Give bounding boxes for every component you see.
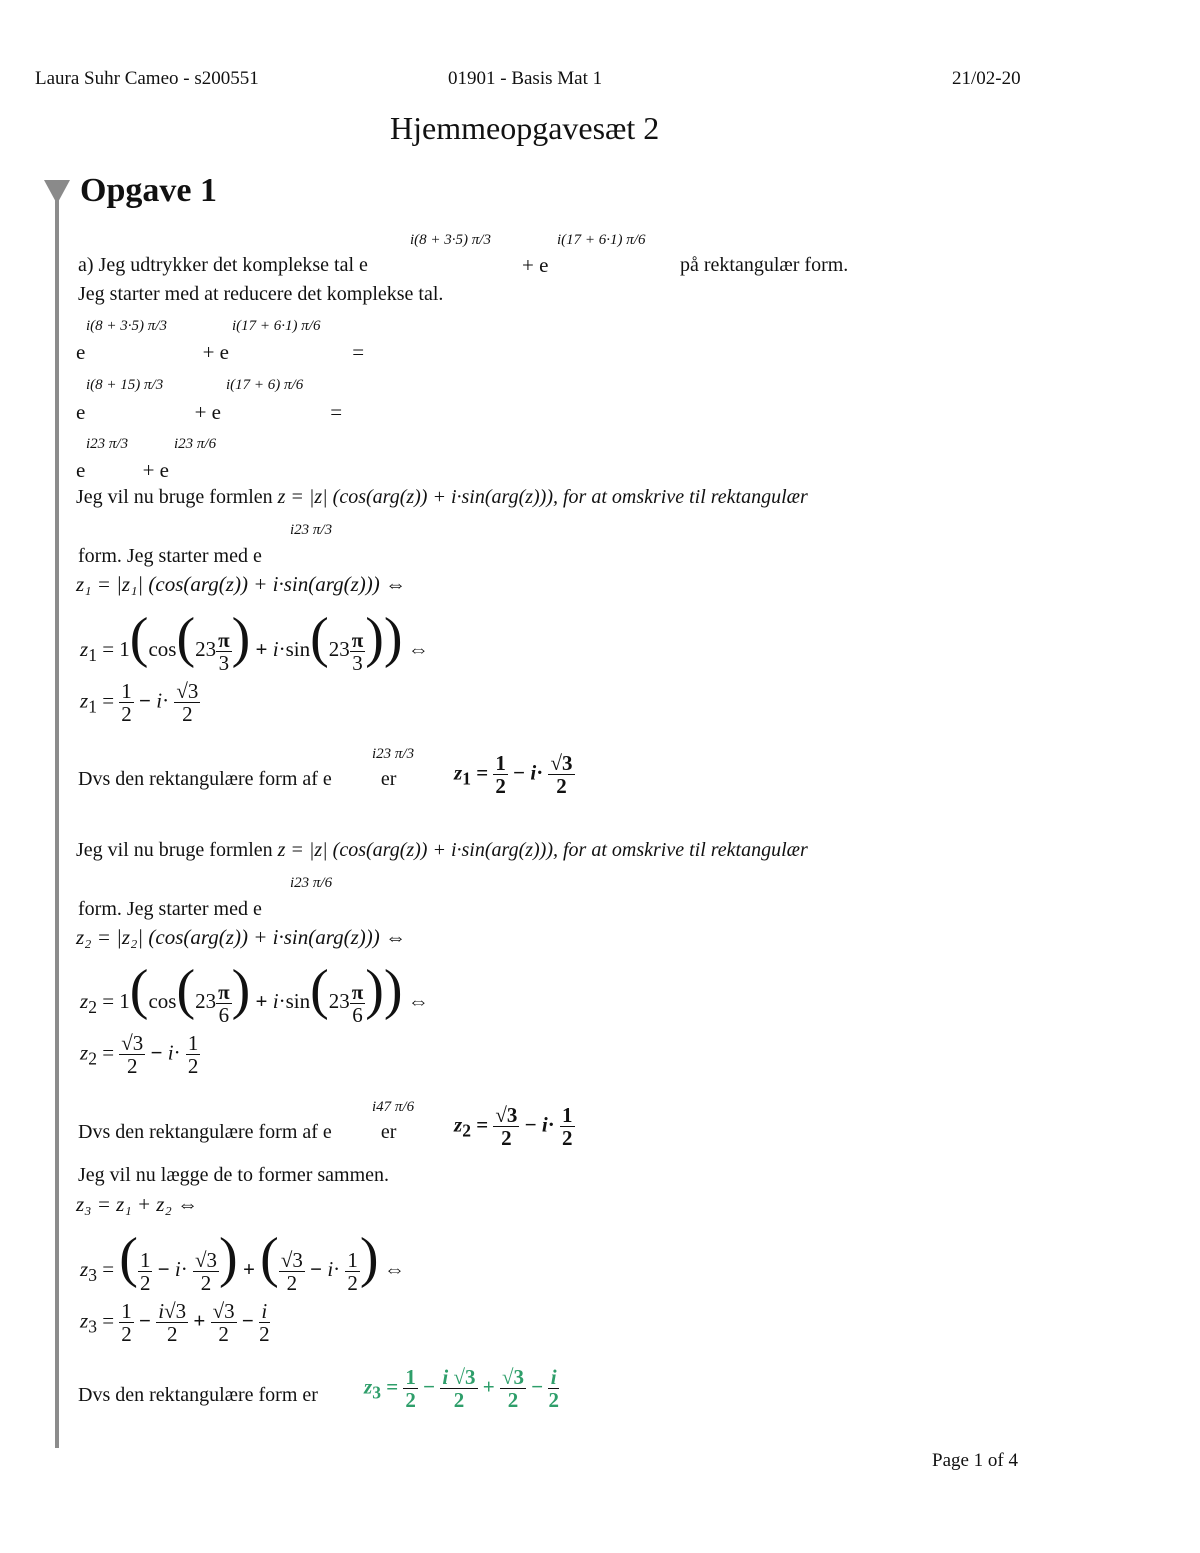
base-e: e [76, 400, 86, 424]
formula-line-2 [76, 839, 808, 862]
intro-line [78, 254, 368, 277]
formula-line-1 [76, 486, 808, 509]
formula-expr: z = |z| (cos(arg(z)) + i·sin(arg(z))), for at omskrive til rektangulær [277, 839, 808, 861]
form-start-1-exp: i23 π/3 [290, 522, 333, 538]
dvs-text: Dvs den rektangulære form af [78, 768, 318, 790]
page-title: Hjemmeopgavesæt 2 [390, 110, 660, 146]
base-e: e [159, 458, 169, 482]
er-text: er [380, 768, 397, 790]
intro-text: a) Jeg udtrykker det komplekse tal [78, 254, 355, 276]
base-e: e [76, 340, 86, 364]
step2-exp2: i(17 + 6) π/6 [226, 377, 304, 393]
z3-final-result: $z_3$ = $\frac{1}{2}$ − $\frac{i √3}{2}$ + $\frac{√3}{2}$ − $\frac{i}{2}$ [364, 1365, 559, 1413]
dvs-text: Dvs den rektangulære form af [78, 1121, 318, 1143]
step1-exp1: i(8 + 3·5) π/3 [86, 318, 167, 334]
base-e: e [322, 768, 332, 790]
base-e: e [322, 1121, 332, 1143]
intro-form: på rektangulær form. [680, 254, 849, 276]
z2-definition: z₂ = |z₂| (cos(arg(z)) + i·sin(arg(z))) ⇔ [76, 925, 406, 949]
plus-sign: + e [522, 253, 549, 277]
base-e: e [252, 898, 262, 920]
header-course: 01901 - Basis Mat 1 [448, 68, 603, 89]
form-start-text: form. Jeg starter med [78, 898, 248, 920]
dvs-2 [78, 1121, 396, 1144]
dvs-1 [78, 768, 396, 791]
step2-line: e + e = [76, 400, 343, 424]
z1-bold-result: $z_1$ = $\frac{1}{2}$ − i· $\frac{√3}{2}$ [454, 751, 573, 799]
dvs-1-exp: i23 π/3 [372, 746, 415, 762]
z2-bold-result: $z_2$ = $\frac{√3}{2}$ − i· $\frac{1}{2}$ [454, 1103, 573, 1151]
z1-definition: z₁ = |z₁| (cos(arg(z)) + i·sin(arg(z))) ⇔ [76, 572, 406, 596]
page-footer: Page 1 of 4 [932, 1450, 1019, 1471]
add-text: Jeg vil nu lægge de to former sammen. [78, 1164, 390, 1186]
form-start-2-exp: i23 π/6 [290, 875, 333, 891]
base-e: e [539, 253, 549, 277]
base-e: e [219, 340, 229, 364]
formula-intro: Jeg vil nu bruge formlen [76, 486, 273, 508]
step3-line: e + e [76, 458, 169, 482]
dvs-2-exp: i47 π/6 [372, 1099, 415, 1115]
er-text: er [380, 1121, 397, 1143]
reduce-text: Jeg starter med at reducere det komplekse tal. [78, 283, 444, 305]
base-e: e [359, 254, 368, 276]
header-date: 21/02-20 [952, 68, 1021, 89]
z2-eval: $z_2 = 1(\cos(23$ $\frac{\pi}{6}$ ) + i·sin(23 $\frac{\pi}{6}$ )) ⇔ [80, 959, 429, 1027]
base-e: e [211, 400, 221, 424]
step3-exp2: i23 π/6 [174, 436, 217, 452]
step2-exp1: i(8 + 15) π/3 [86, 377, 164, 393]
base-e: e [252, 545, 262, 567]
z3-sum: $z_3$ = ( $\frac{1}{2}$ − i· $\frac{√3}{2}$ ) + ( $\frac{√3}{2}$ − i· $\frac{1}{2}$ ) ⇔ [80, 1227, 405, 1295]
z3-expanded: $z_3$ = $\frac{1}{2}$ − $\frac{i√3}{2}$ + $\frac{√3}{2}$ − $\frac{i}{2}$ [80, 1299, 270, 1347]
form-start-2 [78, 898, 262, 921]
formula-expr: z = |z| (cos(arg(z)) + i·sin(arg(z))), for at omskrive til rektangulær [277, 486, 808, 508]
step3-exp1: i23 π/3 [86, 436, 129, 452]
step1-line: e + e = [76, 340, 365, 364]
z1-eval: $z_1 = 1(\cos(23$ $\frac{\pi}{3}$ ) + i·sin(23 $\frac{\pi}{3}$ )) ⇔ [80, 607, 429, 675]
header-author: Laura Suhr Cameo - s200551 [35, 68, 259, 89]
form-start-1 [78, 545, 262, 568]
exponent-1: i(8 + 3·5) π/3 [410, 232, 491, 248]
base-e: e [76, 458, 86, 482]
section-bracket [55, 200, 59, 1448]
dvs-final-text: Dvs den rektangulære form er [78, 1384, 318, 1406]
exponent-2: i(17 + 6·1) π/6 [557, 232, 646, 248]
step1-exp2: i(17 + 6·1) π/6 [232, 318, 321, 334]
form-start-text: form. Jeg starter med [78, 545, 248, 567]
section-heading: Opgave 1 [80, 172, 217, 209]
formula-intro: Jeg vil nu bruge formlen [76, 839, 273, 861]
z1-result: $z_1$ = $\frac{1}{2}$ − i· $\frac{√3}{2}$ [80, 679, 199, 727]
z3-definition: z₃ = z₁ + z₂ ⇔ [76, 1192, 199, 1216]
z2-result: $z_2$ = $\frac{√3}{2}$ − i· $\frac{1}{2}$ [80, 1031, 199, 1079]
